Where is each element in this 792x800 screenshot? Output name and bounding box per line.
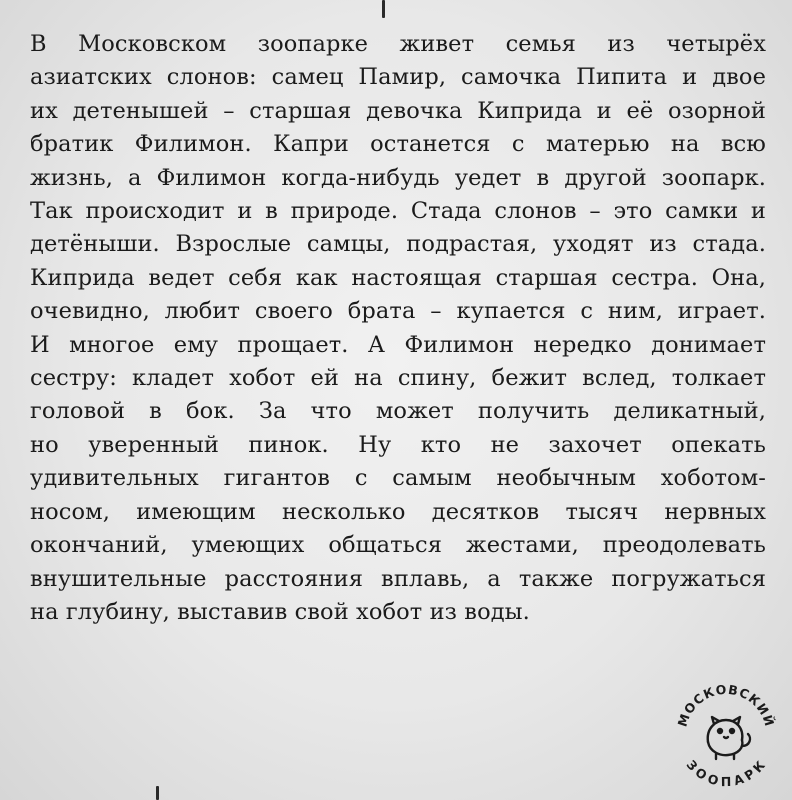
logo-top-text: МОСКОВСКИЙ	[674, 681, 778, 729]
text-line: детёныши. Взрослые самцы, подрастая, уходят из стада.	[30, 231, 766, 258]
text-line: носом, имеющим несколько десятков тысяч нервных	[30, 498, 766, 525]
text-line: В Московском зоопарке живет семья из четырёх	[30, 31, 766, 57]
text-line: сестру: кладет хобот ей на спину, бежит вслед, толкает	[30, 365, 766, 392]
sign-text	[30, 28, 766, 629]
text-line: Киприда ведет себя как настоящая старшая сестра. Она,	[30, 264, 766, 291]
text-line: на глубину, выставив свой хобот из воды.	[30, 598, 530, 625]
text-line: но уверенный пинок. Ну кто не захочет опекать	[30, 431, 766, 458]
logo-bottom-text: ЗООПАРК	[683, 757, 769, 788]
manul-cat-icon	[708, 717, 750, 759]
text-line: внушительные расстояния вплавь, а также погружаться	[30, 565, 766, 592]
text-line: Так происходит и в природе. Стада слонов – это самки и	[30, 198, 766, 225]
text-line: И многое ему прощает. А Филимон нередко донимает	[30, 331, 766, 358]
text-line: удивительных гигантов с самым необычным хоботом-	[30, 465, 766, 492]
text-line: их детенышей – старшая девочка Киприда и её озорной	[30, 97, 766, 124]
text-line: очевидно, любит своего брата – купается с ним, играет.	[30, 298, 766, 325]
text-line: головой в бок. За что может получить деликатный,	[30, 398, 766, 425]
moscow-zoo-logo	[672, 680, 780, 788]
pin-top	[382, 0, 385, 18]
pin-bottom	[156, 786, 159, 800]
text-line: жизнь, а Филимон когда-нибудь уедет в другой зоопарк.	[30, 164, 766, 191]
text-line: братик Филимон. Капри останется с матерью на всю	[30, 131, 766, 158]
text-line: азиатских слонов: самец Памир, самочка Пипита и двое	[30, 64, 766, 91]
text-line: окончаний, умеющих общаться жестами, преодолевать	[30, 532, 766, 559]
